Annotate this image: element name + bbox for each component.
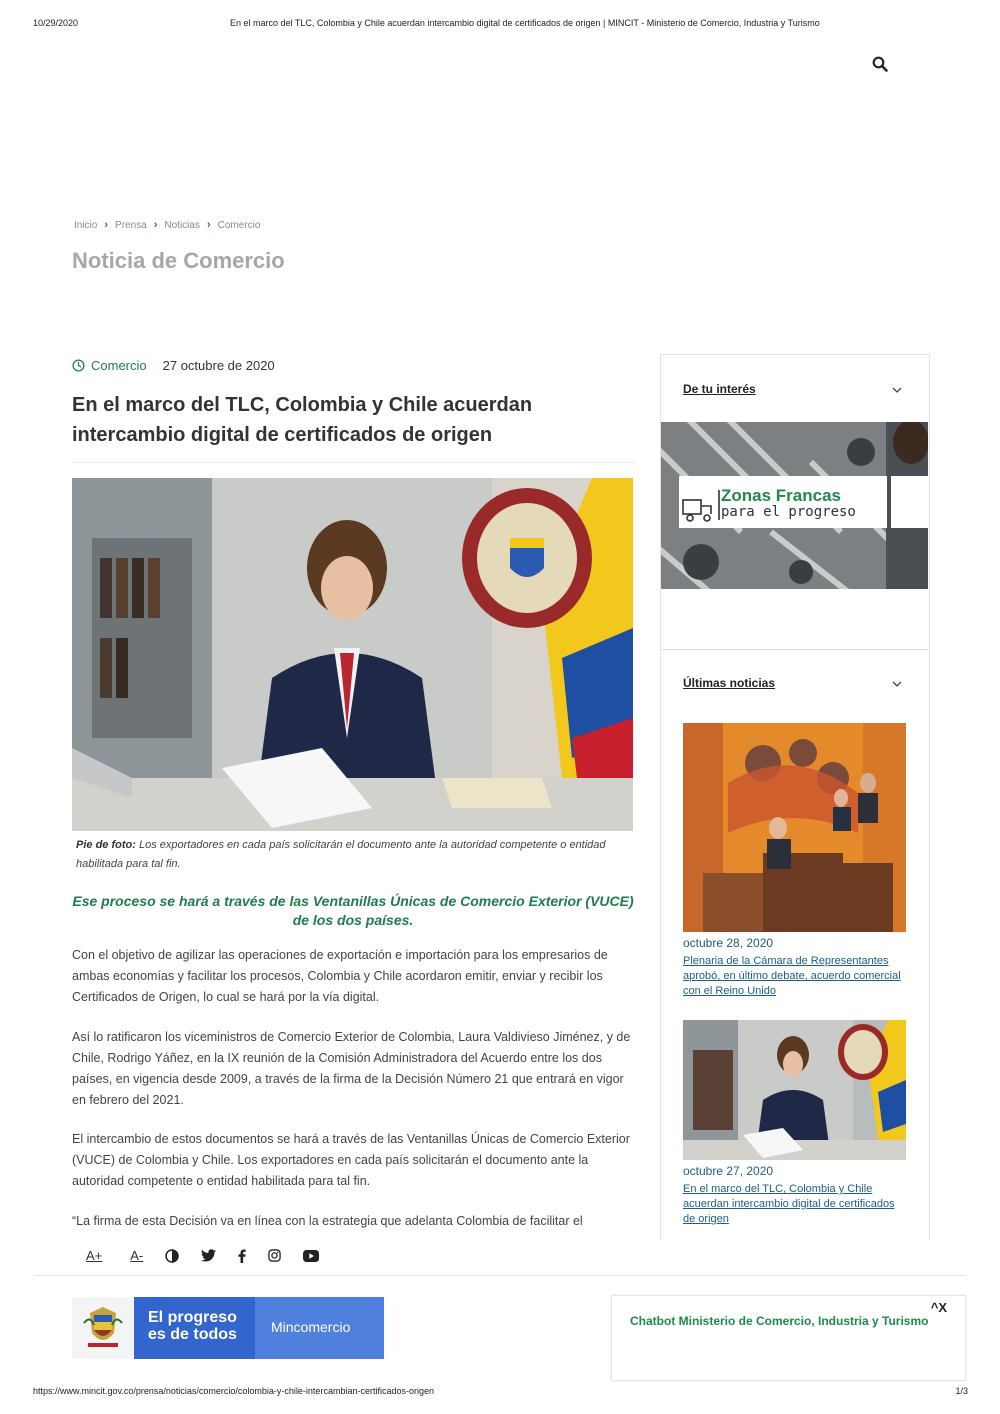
chatbot-title: Chatbot Ministerio de Comercio, Industria y Turismo: [630, 1314, 929, 1328]
print-date: 10/29/2020: [33, 18, 79, 28]
print-url: https://www.mincit.gov.co/prensa/noticias/comercio/colombia-y-chile-intercambian-certificados-origen: [33, 1386, 434, 1396]
news-date: octubre 27, 2020: [683, 1164, 774, 1178]
news-thumbnail[interactable]: [683, 723, 906, 932]
gov-slogan-line1: El progreso: [148, 1309, 237, 1326]
article-date: 27 octubre de 2020: [162, 358, 275, 373]
banner-title: Zonas Francas: [721, 486, 841, 505]
news-thumbnail[interactable]: [683, 1020, 906, 1160]
breadcrumb-noticias[interactable]: Noticias: [164, 219, 200, 231]
breadcrumb-prensa[interactable]: Prensa: [115, 219, 147, 231]
colombia-crest-icon: [82, 1303, 124, 1353]
font-decrease-button[interactable]: A-: [130, 1248, 144, 1263]
chevron-down-icon[interactable]: [892, 679, 902, 689]
page-title: Noticia de Comercio: [72, 248, 285, 273]
article-title: En el marco del TLC, Colombia y Chile acuerdan intercambio digital de certificados de origen: [72, 394, 533, 446]
print-page-title: En el marco del TLC, Colombia y Chile acuerdan intercambio digital de certificados de origen | MINCIT - Ministerio de Comercio, Industria y Turismo: [230, 18, 820, 28]
clock-icon: [72, 359, 85, 372]
youtube-icon[interactable]: [303, 1250, 319, 1262]
article-photo: [72, 478, 633, 831]
accessibility-toolbar: [86, 1248, 319, 1263]
news-link[interactable]: Plenaria de la Cámara de Representantes aprobó, en último debate, acuerdo comercial con el Reino Unido: [683, 955, 901, 997]
chatbot-widget[interactable]: [611, 1295, 966, 1381]
contrast-icon[interactable]: [165, 1249, 179, 1263]
twitter-icon[interactable]: [201, 1249, 216, 1262]
article-meta: [72, 358, 275, 373]
news-date: octubre 28, 2020: [683, 936, 774, 950]
article-paragraph: El intercambio de estos documentos se hará a través de las Ventanillas Únicas de Comercio Exterior (VUCE) de Colombia y Chile. Los exportadores en cada país solicitarán el documento ante la autoridad competente o entidad habilitada para tal fin.: [72, 1132, 630, 1188]
sidebar-divider: [661, 649, 928, 650]
gov-slogan-line2: es de todos: [148, 1326, 237, 1343]
caption-text: Los exportadores en cada país solicitarán el documento ante la autoridad competente o entidad habilitada para tal fin.: [76, 839, 606, 870]
zonas-francas-banner[interactable]: [661, 422, 928, 589]
divider: [72, 462, 634, 463]
article-subhead: Ese proceso se hará a través de las Ventanillas Únicas de Comercio Exterior (VUCE) de los dos países.: [72, 893, 634, 928]
facebook-icon[interactable]: [238, 1249, 246, 1263]
banner-subtitle: para el progreso: [721, 504, 856, 520]
gov-banner[interactable]: [72, 1297, 384, 1359]
footer-divider: [34, 1275, 966, 1276]
search-icon[interactable]: [872, 56, 888, 72]
chevron-right-icon: ›: [104, 219, 109, 231]
breadcrumb: [74, 219, 260, 231]
instagram-icon[interactable]: [268, 1249, 281, 1262]
print-page-number: 1/3: [955, 1386, 968, 1396]
caption-label: Pie de foto:: [76, 839, 136, 851]
article-category[interactable]: Comercio: [91, 358, 147, 373]
article-paragraph: Con el objetivo de agilizar las operaciones de exportación e importación para los empresarios de ambas economías y facilitar los procesos, Colombia y Chile acordaron emitir, enviar y recibir los Certificados de Origen, lo cual se hará por la vía digital.: [72, 948, 608, 1004]
chevron-right-icon: ›: [153, 219, 158, 231]
chevron-right-icon: ›: [206, 219, 211, 231]
photo-caption: [76, 836, 631, 874]
news-link[interactable]: En el marco del TLC, Colombia y Chile acuerdan intercambio digital de certificados de origen: [683, 1183, 895, 1225]
breadcrumb-inicio[interactable]: Inicio: [74, 219, 98, 231]
ministry-name: Mincomercio: [271, 1319, 351, 1335]
sidebar-heading-latest[interactable]: Últimas noticias: [683, 676, 776, 690]
chatbot-close-button[interactable]: ^X: [930, 1300, 947, 1315]
article-paragraph: “La firma de esta Decisión va en línea con la estrategia que adelanta Colombia de facilitar el: [72, 1214, 583, 1228]
sidebar-heading-interest[interactable]: De tu interés: [683, 382, 756, 396]
article-paragraph: Así lo ratificaron los viceministros de Comercio Exterior de Colombia, Laura Valdivieso Jiménez, y de Chile, Rodrigo Yáñez, en la IX reunión de la Comisión Administradora del Acuerdo entre los dos países, en vigencia desde 2009, a través de la firma de la Decisión Número 21 que entrará en vigor en febrero del 2021.: [72, 1030, 631, 1107]
breadcrumb-comercio[interactable]: Comercio: [217, 219, 261, 231]
font-increase-button[interactable]: A+: [86, 1248, 103, 1263]
chevron-down-icon[interactable]: [892, 385, 902, 395]
